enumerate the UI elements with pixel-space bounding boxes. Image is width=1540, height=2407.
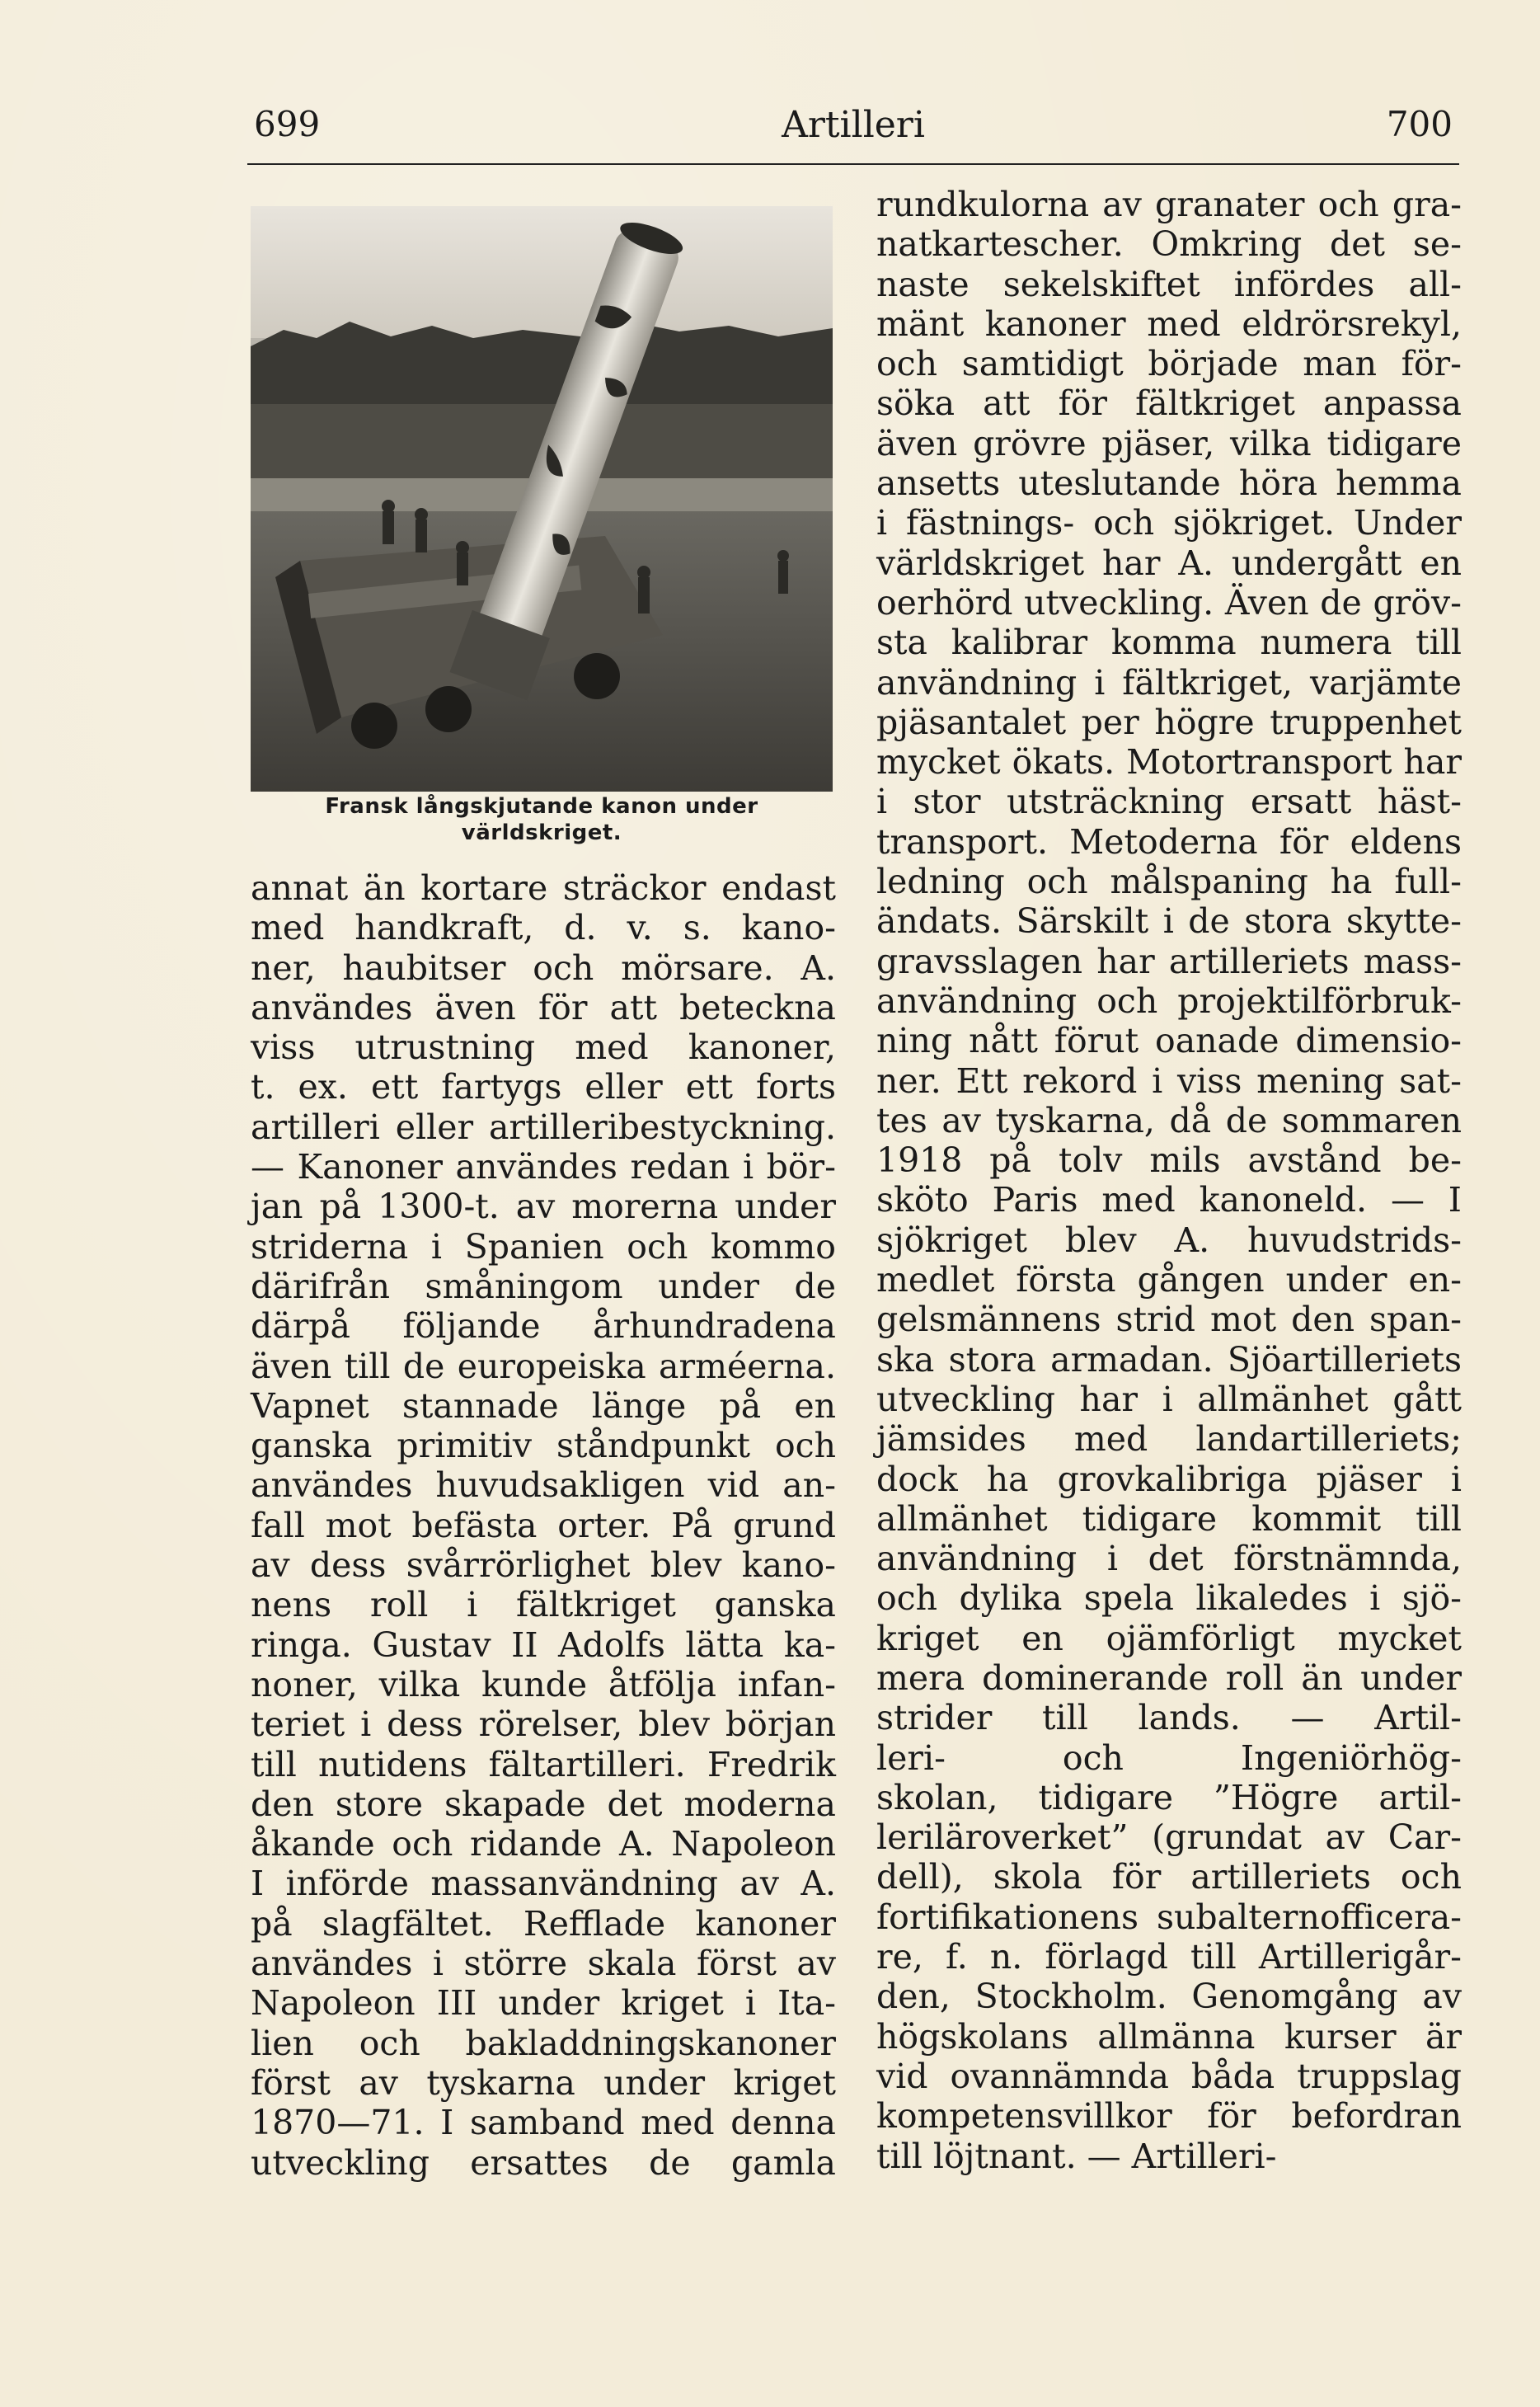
photo-french-long-range-gun	[251, 206, 833, 792]
text-line: naste sekelskiftet infördes all-	[876, 264, 1462, 304]
text-line: striderna i Spanien och kommo	[251, 1226, 836, 1267]
text-line: på slagfältet. Refflade kanoner	[251, 1903, 836, 1944]
text-line: ska stora armadan. Sjöartilleriets	[876, 1339, 1462, 1380]
figure-caption: Fransk långskjutande kanon under världskriget.	[325, 794, 758, 845]
page-number-left: 699	[254, 104, 321, 144]
text-line: strider till lands. — Artil-	[876, 1698, 1462, 1738]
text-line: t. ex. ett fartygs eller ett forts	[251, 1067, 836, 1107]
text-line: därpå följande århundradena	[251, 1306, 836, 1347]
text-line: mera dominerande roll än under	[876, 1657, 1462, 1698]
text-line: även till de europeiska arméerna.	[251, 1346, 836, 1386]
text-line: transport. Metoderna för eldens	[876, 821, 1462, 862]
text-line: ganska primitiv ståndpunkt och	[251, 1426, 836, 1466]
text-line: fall mot befästa orter. På grund	[251, 1505, 836, 1545]
text-line: natkartescher. Omkring det se-	[876, 224, 1462, 265]
text-line: ändats. Särskilt i de stora skytte-	[876, 901, 1462, 942]
text-line: ner, haubitser och mörsare. A.	[251, 947, 836, 988]
text-line: dock ha grovkalibriga pjäser i	[876, 1459, 1462, 1499]
text-line: kompetensvillkor för befordran	[876, 2096, 1462, 2137]
text-line: söka att för fältkriget anpassa	[876, 383, 1462, 424]
page-number-right: 700	[1386, 104, 1453, 144]
text-line: artilleri eller artilleribestyckning.	[251, 1107, 836, 1147]
text-line: därifrån småningom under de	[251, 1266, 836, 1306]
right-column	[876, 185, 1462, 2176]
text-line: vid ovannämnda båda truppslag	[876, 2056, 1462, 2096]
text-line: användning i fältkriget, varjämte	[876, 662, 1462, 703]
text-line: ansetts uteslutande höra hemma	[876, 463, 1462, 504]
text-line: leri- och Ingeniörhög-	[876, 1737, 1462, 1778]
text-line: Napoleon III under kriget i Ita-	[251, 1983, 836, 2024]
text-line: ner. Ett rekord i viss mening sat-	[876, 1060, 1462, 1101]
text-line: högskolans allmänna kurser är	[876, 2016, 1462, 2057]
text-line: den, Stockholm. Genomgång av	[876, 1977, 1462, 2017]
page-header	[247, 97, 1459, 155]
text-line: annat än kortare sträckor endast	[251, 868, 836, 908]
text-line: till löjtnant. — Artilleri-	[876, 2136, 1277, 2176]
text-line: utveckling har i allmänhet gått	[876, 1379, 1462, 1419]
text-line: användes även för att beteckna	[251, 987, 836, 1027]
text-line: användning och projektilförbruk-	[876, 980, 1462, 1021]
text-line: världskriget har A. undergått en	[876, 543, 1462, 583]
text-line: sjökriget blev A. huvudstrids-	[876, 1220, 1462, 1260]
text-line: i stor utsträckning ersatt häst-	[876, 782, 1462, 822]
text-line: medlet första gången under en-	[876, 1260, 1462, 1300]
running-title: Artilleri	[782, 104, 925, 146]
text-line: jämsides med landartilleriets;	[876, 1419, 1462, 1460]
text-line: av dess svårrörlighet blev kano-	[251, 1545, 836, 1586]
text-line: allmänhet tidigare kommit till	[876, 1498, 1462, 1539]
text-line: I införde massanvändning av A.	[251, 1864, 836, 1904]
text-line: även grövre pjäser, vilka tidigare	[876, 423, 1462, 463]
text-line: — Kanoner användes redan i bör-	[251, 1147, 836, 1187]
text-line: ledning och målspaning ha full-	[876, 862, 1462, 902]
text-line: 1870—71. I samband med denna	[251, 2103, 836, 2143]
text-line: fortifikationens subalternofficera-	[876, 1897, 1462, 1937]
text-line: kriget en ojämförligt mycket	[876, 1618, 1462, 1658]
text-line: sta kalibrar komma numera till	[876, 623, 1462, 663]
text-line: och dylika spela likaledes i sjö-	[876, 1578, 1462, 1619]
text-line: den store skapade det moderna	[251, 1784, 836, 1824]
text-line: sköto Paris med kanoneld. — I	[876, 1180, 1462, 1220]
left-column	[251, 868, 836, 2183]
text-line: och samtidigt började man för-	[876, 344, 1462, 384]
text-line: pjäsantalet per högre truppenhet	[876, 702, 1462, 742]
text-line: med handkraft, d. v. s. kano-	[251, 908, 836, 948]
text-line: mänt kanoner med eldrörsrekyl,	[876, 303, 1462, 344]
text-line: ringa. Gustav II Adolfs lätta ka-	[251, 1624, 836, 1665]
text-line: användes huvudsakligen vid an-	[251, 1465, 836, 1506]
text-line: dell), skola för artilleriets och	[876, 1857, 1462, 1897]
text-line: tes av tyskarna, då de sommaren	[876, 1100, 1462, 1140]
text-line: mycket ökats. Motortransport har	[876, 742, 1462, 783]
text-line: rundkulorna av granater och gra-	[876, 185, 1462, 224]
text-line: oerhörd utveckling. Även de gröv-	[876, 582, 1462, 623]
text-line: leriläroverket” (grundat av Car-	[876, 1817, 1462, 1858]
text-line: 1918 på tolv mils avstånd be-	[876, 1140, 1462, 1181]
text-line: ning nått förut oanade dimensio-	[876, 1021, 1462, 1061]
text-line: teriet i dess rörelser, blev början	[251, 1704, 836, 1745]
text-line: nens roll i fältkriget ganska	[251, 1585, 836, 1625]
text-line: utveckling ersattes de gamla	[251, 2142, 836, 2183]
text-line: re, f. n. förlagd till Artillerigår-	[876, 1937, 1462, 1977]
text-line: jan på 1300-t. av morerna under	[251, 1187, 836, 1227]
text-line: användning i det förstnämnda,	[876, 1539, 1462, 1579]
text-line: åkande och ridande A. Napoleon	[251, 1824, 836, 1864]
text-line: gelsmännens strid mot den span-	[876, 1300, 1462, 1340]
text-line: i fästnings- och sjökriget. Under	[876, 503, 1462, 543]
header-rule	[247, 163, 1459, 165]
text-line: först av tyskarna under kriget	[251, 2062, 836, 2103]
text-line: gravsslagen har artilleriets mass-	[876, 941, 1462, 981]
text-line: skolan, tidigare ”Högre artil-	[876, 1777, 1462, 1817]
text-line: användes i större skala först av	[251, 1944, 836, 1984]
text-line: lien och bakladdningskanoner	[251, 2023, 836, 2063]
text-line: Vapnet stannade länge på en	[251, 1385, 836, 1426]
text-line: noner, vilka kunde åtfölja infan-	[251, 1664, 836, 1704]
text-line: viss utrustning med kanoner,	[251, 1027, 836, 1068]
text-line: till nutidens fältartilleri. Fredrik	[251, 1744, 836, 1784]
